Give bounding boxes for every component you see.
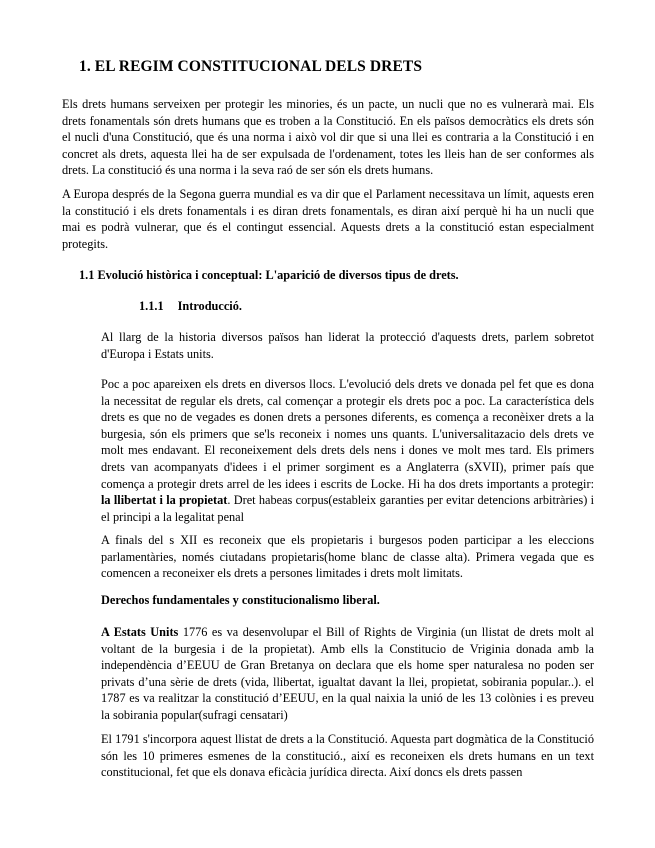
paragraph-1791: El 1791 s'incorpora aquest llistat de drets a la Constitució. Aquesta part dogmàtica de la Constitució són les 10 primeres esmenes de la constitució., així es reconeixen els drets humans en un text constitucional, fet que els donava eficàcia jurídica directa. Així doncs els drets passen xyxy=(101,732,594,780)
paragraph-usa-text: 1776 es va desenvolupar el Bill of Rights de Virginia (un llistat de drets molt al voltant de la burgesia i de la propietat). Amb ells la Constitucio de Vriginia donada amb la independència d’EEUU de Gran Bretanya on declara que els home sper naturalesa no poden ser privats d’una sèrie de drets (vida, llibertat, igualtat davant la llei, propietat, sobirania popular..). el 1787 es va realitzar la constitució d’EEUU, en la qual naixia la unió de les 13 colònies i es preveu la sobirania popular(sufragi censatari) xyxy=(101,625,594,722)
subsection-heading: 1.1 Evolució històrica i conceptual: L'aparició de diversos tipus de drets. xyxy=(79,268,459,282)
section-heading: 1. EL REGIM CONSTITUCIONAL DELS DRETS xyxy=(79,58,423,75)
subsubsection-number: 1.1.1 xyxy=(139,299,164,313)
paragraph-evolution-tail: . Dret habeas corpus(estableix garanties per evitar detencions arbitràries) i el principi a la legalitat penal xyxy=(101,493,594,524)
paragraph-evolution-bold: la llibertat i la propietat xyxy=(101,493,228,508)
paragraph-europe: A Europa després de la Segona guerra mundial es va dir que el Parlament necessitava un límit, aquests eren la constitució i els drets fonamentals i es diran drets fonamentals, es diran així perquè hi ha un nucli que mai es podrà vulnerar, que és el contingut essencial. Aquests drets a la constitució estan especialment protegits. xyxy=(62,187,594,251)
topic-heading: Derechos fundamentales y constitucionalismo liberal. xyxy=(101,593,380,607)
subsubsection-heading xyxy=(139,299,242,314)
paragraph-elections: A finals del s XII es reconeix que els propietaris i burgesos poden participar a les eleccions parlamentàries, només ciutadans propietaris(home blanc de classe alta). Primera vegada que es comencen a reconeixer els drets a persones limitades i drets molt limitats. xyxy=(101,533,594,581)
paragraph-usa-bold: A Estats Units xyxy=(101,625,179,639)
paragraph-evolution xyxy=(101,376,594,525)
paragraph-usa xyxy=(101,624,594,724)
subsubsection-title: Introducció. xyxy=(177,299,242,313)
paragraph-intro: Els drets humans serveixen per protegir les minories, és un pacte, un nucli que no es vulnerarà mai. Els drets fonamentals són drets humans que es troben a la Constitució. En els països democràtics els drets són el nucli d'una Constitució, que és una norma i això vol dir que si una llei es contraria a la Constitució i en concret als drets, aquesta llei ha de ser expulsada de l'ordenament, totes les lleis han de ser conformes als drets. La constitució és una norma i la seva raó de ser són els drets humans. xyxy=(62,97,594,178)
paragraph-history: Al llarg de la historia diversos països han liderat la protecció d'aquests drets, parlem sobretot d'Europa i Estats units. xyxy=(101,330,594,361)
paragraph-evolution-text: Poc a poc apareixen els drets en diversos llocs. L'evolució dels drets ve donada pel fet que es dona la necessitat de regular els drets, cal començar a protegir els drets poc a poc. La característica dels drets es que no de vegades es donen drets a persones diferents, es comença a reconèixer drets a la burgesia, són els primers que se'ls reconeix i nomes uns quants. L'universalitazacio dels drets ve molt mes endavant. El reconeixement dels drets dels nens i dones ve molt mes tard. Els primers drets van acompanyats d'idees i el primer sorgiment es a Anglaterra (sXVII), primer país que comença a protegir drets arrel de les idees i escrits de Locke. Hi ha dos drets importants a protegir: xyxy=(101,377,594,491)
